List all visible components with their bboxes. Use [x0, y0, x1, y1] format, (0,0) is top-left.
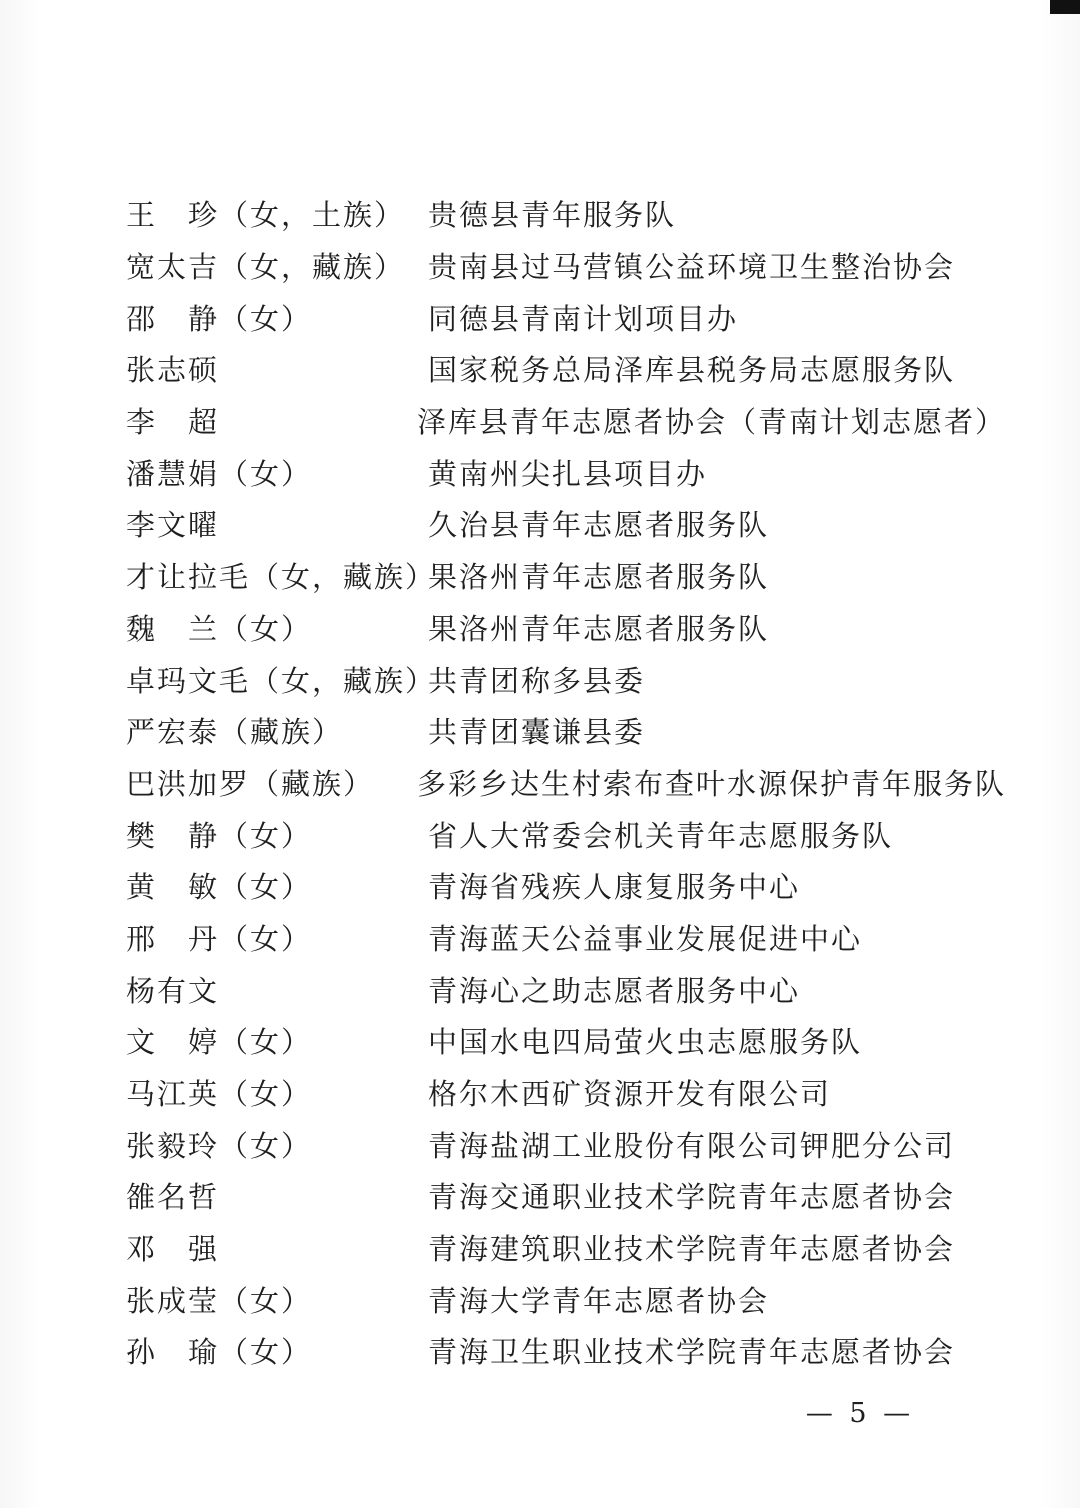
honoree-name: 黄 敏（女） — [126, 870, 313, 905]
honoree-organization: 青海心之助志愿者服务中心 — [428, 973, 801, 1008]
list-item — [126, 498, 1006, 550]
honoree-organization: 格尔木西矿资源开发有限公司 — [428, 1077, 832, 1112]
honoree-name: 马江英（女） — [126, 1077, 313, 1112]
honoree-name: 雒名哲 — [126, 1180, 220, 1215]
honoree-organization: 青海交通职业技术学院青年志愿者协会 — [428, 1180, 956, 1215]
list-item — [126, 808, 1006, 860]
honoree-organization: 青海大学青年志愿者协会 — [428, 1283, 770, 1318]
honoree-name: 杨有文 — [126, 973, 220, 1008]
honoree-name: 李 超 — [126, 405, 220, 440]
honoree-organization: 久治县青年志愿者服务队 — [428, 508, 770, 543]
honoree-organization: 黄南州尖扎县项目办 — [428, 456, 708, 491]
honoree-name: 李文曜 — [126, 508, 220, 543]
honoree-name: 潘慧娟（女） — [126, 456, 313, 491]
honoree-name: 张志硕 — [126, 353, 220, 388]
honoree-organization: 贵德县青年服务队 — [428, 198, 677, 233]
list-item — [126, 1170, 1006, 1222]
honoree-organization: 共青团囊谦县委 — [428, 715, 646, 750]
list-item — [126, 963, 1006, 1015]
honoree-name: 樊 静（女） — [126, 818, 313, 853]
honoree-organization: 国家税务总局泽库县税务局志愿服务队 — [428, 353, 956, 388]
list-item — [126, 446, 1006, 498]
honoree-name: 王 珍（女，土族） — [126, 198, 406, 233]
list-item — [126, 550, 1006, 602]
honoree-organization: 泽库县青年志愿者协会（青南计划志愿者） — [416, 405, 1006, 440]
honoree-name: 卓玛文毛（女，藏族） — [126, 663, 437, 698]
honoree-organization: 青海蓝天公益事业发展促进中心 — [428, 921, 863, 956]
list-item — [126, 395, 1006, 447]
honoree-name: 邵 静（女） — [126, 301, 313, 336]
honoree-name: 严宏泰（藏族） — [126, 715, 344, 750]
honoree-organization: 多彩乡达生村索布查叶水源保护青年服务队 — [416, 766, 1006, 801]
scan-corner-mark — [1050, 0, 1080, 14]
honoree-organization: 青海省残疾人康复服务中心 — [428, 870, 801, 905]
list-item — [126, 1067, 1006, 1119]
list-item — [126, 653, 1006, 705]
honoree-name: 文 婷（女） — [126, 1025, 313, 1060]
honoree-name: 邓 强 — [126, 1232, 220, 1267]
page-number: — 5 — — [805, 1398, 915, 1429]
list-item — [126, 291, 1006, 343]
honoree-name: 巴洪加罗（藏族） — [126, 766, 375, 801]
list-item — [126, 757, 1006, 809]
list-item — [126, 1325, 1006, 1377]
list-item — [126, 912, 1006, 964]
honoree-organization: 果洛州青年志愿者服务队 — [428, 560, 770, 595]
list-item — [126, 1222, 1006, 1274]
honoree-organization: 中国水电四局萤火虫志愿服务队 — [428, 1025, 863, 1060]
honoree-organization: 青海卫生职业技术学院青年志愿者协会 — [428, 1335, 956, 1370]
honoree-organization: 青海盐湖工业股份有限公司钾肥分公司 — [428, 1128, 956, 1163]
list-item — [126, 860, 1006, 912]
list-item — [126, 1118, 1006, 1170]
list-item — [126, 240, 1006, 292]
honoree-name: 张成莹（女） — [126, 1283, 313, 1318]
list-item — [126, 602, 1006, 654]
honoree-organization: 共青团称多县委 — [428, 663, 646, 698]
honoree-name: 宽太吉（女，藏族） — [126, 250, 406, 285]
list-item — [126, 1015, 1006, 1067]
honoree-organization: 果洛州青年志愿者服务队 — [428, 611, 770, 646]
honoree-list — [126, 188, 1006, 1377]
honoree-name: 才让拉毛（女，藏族） — [126, 560, 437, 595]
honoree-name: 孙 瑜（女） — [126, 1335, 313, 1370]
list-item — [126, 705, 1006, 757]
honoree-name: 邢 丹（女） — [126, 921, 313, 956]
honoree-name: 魏 兰（女） — [126, 611, 313, 646]
honoree-organization: 青海建筑职业技术学院青年志愿者协会 — [428, 1232, 956, 1267]
honoree-organization: 贵南县过马营镇公益环境卫生整治协会 — [428, 250, 956, 285]
honoree-organization: 同德县青南计划项目办 — [428, 301, 739, 336]
list-item — [126, 1273, 1006, 1325]
list-item — [126, 343, 1006, 395]
honoree-organization: 省人大常委会机关青年志愿服务队 — [428, 818, 894, 853]
list-item — [126, 188, 1006, 240]
honoree-name: 张毅玲（女） — [126, 1128, 313, 1163]
